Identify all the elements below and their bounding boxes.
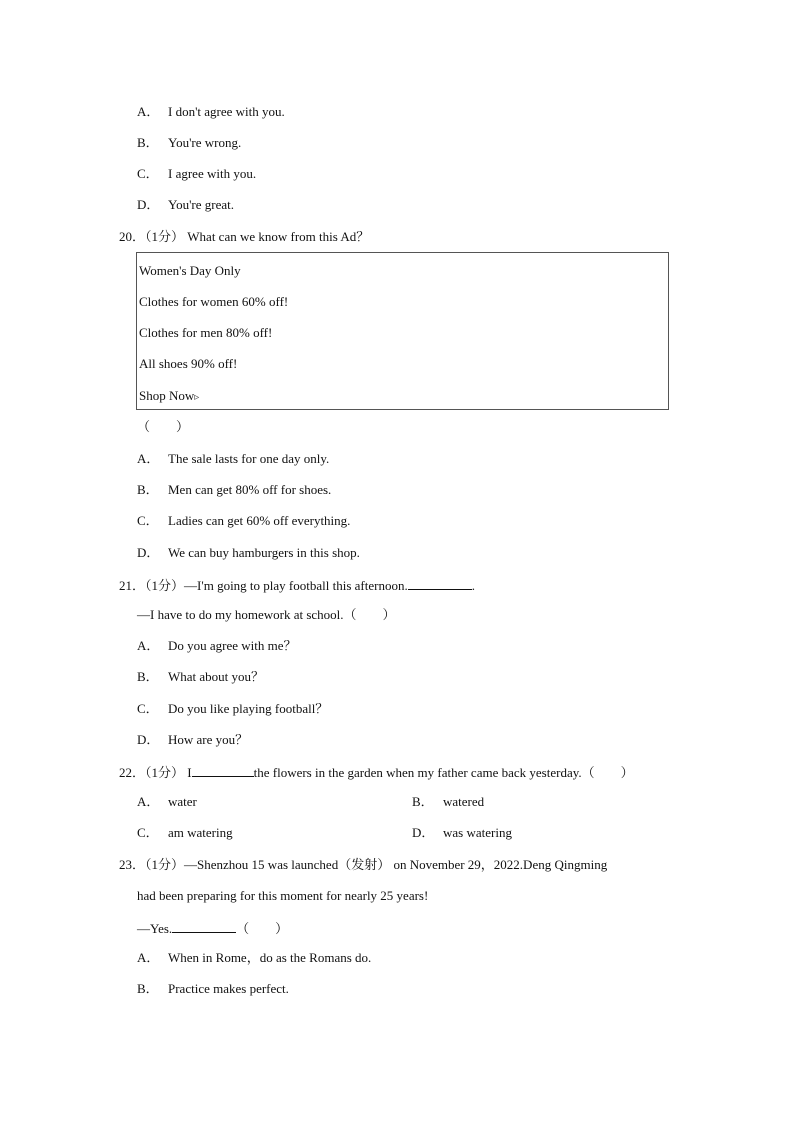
option-text: I agree with you. xyxy=(168,166,257,181)
answer-paren: （ ） xyxy=(236,921,289,936)
question-text: —I'm going to play football this afternoon. xyxy=(184,578,408,593)
ad-line-1: Women's Day Only xyxy=(139,263,241,278)
option-text: How are you？ xyxy=(168,732,249,747)
arrow-right-icon: ▹ xyxy=(194,392,200,403)
option-text: water xyxy=(168,794,197,809)
option-text: We can buy hamburgers in this shop. xyxy=(168,545,360,560)
option-text: watered xyxy=(443,794,485,809)
option-label: B． xyxy=(137,981,159,996)
option-label: C． xyxy=(137,701,159,716)
question-score: （1分） xyxy=(145,229,185,244)
q22-option-d xyxy=(412,825,512,841)
option-text: You're great. xyxy=(168,197,235,212)
option-text: was watering xyxy=(443,825,512,840)
option-label: C． xyxy=(137,513,159,528)
option-label: D． xyxy=(137,732,160,747)
option-text: Ladies can get 60% off everything. xyxy=(168,513,351,528)
q21-option-a xyxy=(137,638,297,654)
q20-option-d xyxy=(137,545,360,561)
ad-line-4: All shoes 90% off! xyxy=(139,356,238,371)
option-text: You're wrong. xyxy=(168,135,242,150)
q19-option-d xyxy=(137,197,234,213)
q20-option-c xyxy=(137,513,350,529)
option-text: Men can get 80% off for shoes. xyxy=(168,482,332,497)
q21-option-d xyxy=(137,732,248,748)
question-text: —Yes. xyxy=(137,921,173,936)
q22-stem xyxy=(119,763,634,781)
option-text: Do you agree with me？ xyxy=(168,638,297,653)
option-label: D． xyxy=(137,197,160,212)
option-label: A． xyxy=(137,104,160,119)
option-label: D． xyxy=(137,545,160,560)
option-label: D． xyxy=(412,825,435,840)
question-text: —Shenzhou 15 was launched（发射） on November 29，2022.Deng Qingming xyxy=(184,857,608,872)
q22-option-a xyxy=(137,794,197,810)
q19-option-a xyxy=(137,104,285,120)
option-text: Do you like playing football？ xyxy=(168,701,329,716)
q22-option-c xyxy=(137,825,233,841)
option-label: B． xyxy=(137,669,159,684)
option-text: When in Rome，do as the Romans do. xyxy=(168,950,372,965)
answer-blank xyxy=(172,919,236,933)
q21-stem xyxy=(119,576,475,594)
option-text: Practice makes perfect. xyxy=(168,981,289,996)
option-text: The sale lasts for one day only. xyxy=(168,451,330,466)
q21-option-c xyxy=(137,701,328,717)
question-score: （1分） xyxy=(145,857,185,872)
option-label: A． xyxy=(137,451,160,466)
question-number: 20． xyxy=(119,229,146,244)
answer-blank xyxy=(192,763,254,777)
option-label: B． xyxy=(137,135,159,150)
ad-line-2: Clothes for women 60% off! xyxy=(139,294,289,309)
ad-box xyxy=(136,252,669,410)
option-label: A． xyxy=(137,950,160,965)
option-label: B． xyxy=(412,794,434,809)
option-label: B． xyxy=(137,482,159,497)
question-text: What can we know from this Ad？ xyxy=(187,229,370,244)
question-number: 23． xyxy=(119,857,146,872)
option-text: What about you？ xyxy=(168,669,265,684)
option-text: am watering xyxy=(168,825,233,840)
ad-line-5 xyxy=(139,388,199,406)
q21-option-b xyxy=(137,669,264,685)
q21-line2: —I have to do my homework at school.（ ） xyxy=(137,607,396,622)
q23-option-b xyxy=(137,981,289,997)
q20-answer-paren: （ ） xyxy=(137,419,190,434)
shop-now-text: Shop Now xyxy=(139,388,195,403)
question-score: （1分） xyxy=(145,765,185,780)
option-label: C． xyxy=(137,825,159,840)
question-number: 21． xyxy=(119,578,146,593)
option-text: I don't agree with you. xyxy=(168,104,285,119)
question-score: （1分） xyxy=(145,578,185,593)
question-text-end: . xyxy=(471,578,475,593)
q23-line3 xyxy=(137,919,288,937)
option-label: A． xyxy=(137,638,160,653)
option-label: A． xyxy=(137,794,160,809)
q23-option-a xyxy=(137,950,371,966)
q23-line2: had been preparing for this moment for nearly 25 years! xyxy=(137,888,429,903)
q23-stem xyxy=(119,857,607,873)
option-label: C． xyxy=(137,166,159,181)
question-text-end: the flowers in the garden when my father came back yesterday.（ ） xyxy=(253,765,634,780)
q20-stem xyxy=(119,229,369,245)
answer-blank xyxy=(408,576,472,590)
q22-option-b xyxy=(412,794,484,810)
q20-option-a xyxy=(137,451,329,467)
question-number: 22． xyxy=(119,765,146,780)
question-text: I xyxy=(187,765,192,780)
q19-option-c xyxy=(137,166,256,182)
q19-option-b xyxy=(137,135,241,151)
ad-line-3: Clothes for men 80% off! xyxy=(139,325,273,340)
q20-option-b xyxy=(137,482,331,498)
